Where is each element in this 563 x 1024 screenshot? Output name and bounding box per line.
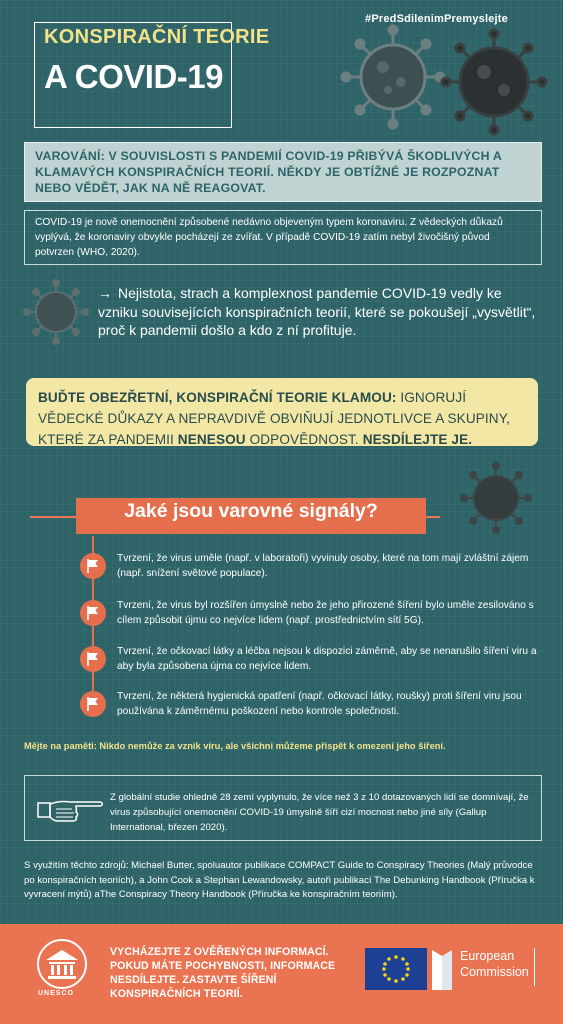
uncertainty-statement [98, 284, 538, 340]
caution-call-to-action: NESDÍLEJTE JE. [362, 432, 473, 447]
caution-body-end: ODPOVĚDNOST. [245, 432, 363, 447]
unesco-label: UNESCO [38, 990, 74, 997]
caution-box [26, 378, 538, 446]
signals-title: Jaké jsou varovné signály? [124, 500, 378, 522]
virus-icon [440, 28, 548, 136]
virus-icon [460, 462, 532, 534]
caution-body: IGNORUJÍ VĚDECKÉ DŮKAZY A NEPRAVDIVĚ OBVIŇUJÍ JEDNOTLIVCE A SKUPINY, KTERÉ ZA PANDEMII [38, 390, 511, 447]
warning-box [24, 142, 542, 202]
ec-building-icon [430, 946, 454, 992]
list-item [80, 598, 540, 638]
remember-note: Mějte na paměti: Nikdo nemůže za vznik viru, ale všichni můžeme přispět k omezení jeho šíření. [24, 741, 446, 751]
caution-text [38, 387, 526, 450]
sources-text: S využitím těchto zdrojů: Michael Butter, spoluautor publikace COMPACT Guide to Conspiracy Theories (Malý průvodce po konspiračních teoriích), a John Cook a Stephan Lewandowsky, autoři publikací The Debunking Handbook (Příručka k vyvracení mýtů) aThe Conspiracy Theory Handbook (Příručka ke konspiračním teoriím). [24, 860, 535, 900]
ec-line1: European [460, 949, 515, 963]
unesco-logo [36, 938, 88, 990]
hashtag: #PredSdilenimPremyslejte [365, 13, 508, 25]
signal-text: Tvrzení, že virus byl rozšířen úmyslně nebo že jeho přirozené šíření bylo uměle zesilováno s cílem způsobit újmu co nejvíce lidem (např. prostřednictvím sítí 5G). [117, 600, 534, 626]
caution-heading: BUĎTE OBEZŘETNÍ, KONSPIRAČNÍ TEORIE KLAMOU: [38, 390, 397, 405]
eu-flag-icon [365, 948, 427, 990]
signal-text: Tvrzení, že virus uměle (např. v laboratoři) vyvinuly osoby, které na tom mají zvláštní zájem (např. snížení světové populace). [117, 553, 529, 579]
info-text: COVID-19 je nově onemocnění způsobené nedávno objeveným typem koronaviru. Z vědeckých důkazů vyplývá, že koronaviry obvykle pocházejí ze zvířat. V případě COVID-19 zatím nebyl živočišný původ potvrzen (WHO, 2020). [35, 217, 503, 258]
list-item [80, 644, 540, 684]
list-item [80, 551, 540, 591]
flag-icon [80, 691, 106, 717]
ec-label [460, 948, 529, 980]
list-item [80, 689, 540, 729]
footer-message: VYCHÁZEJTE Z OVĚŘENÝCH INFORMACÍ. POKUD MÁTE POCHYBNOSTI, INFORMACE NESDÍLEJTE. ZASTAVTE ŠÍŘENÍ KONSPIRAČNÍCH TEORIÍ. [110, 946, 336, 1000]
page-title-line1: KONSPIRAČNÍ TEORIE [44, 26, 270, 48]
warning-text: VAROVÁNÍ: V SOUVISLOSTI S PANDEMIÍ COVID-19 PŘIBÝVÁ ŠKODLIVÝCH A KLAMAVÝCH KONSPIRAČNÍCH TEORIÍ. NĚKDY JE OBTÍŽNÉ JE ROZPOZNAT NEBO VĚDĚT, JAK NA NĚ REAGOVAT. [35, 149, 502, 195]
flag-icon [80, 646, 106, 672]
flag-icon [80, 600, 106, 626]
virus-icon [338, 22, 448, 132]
page-title-line2: A COVID-19 [44, 58, 223, 95]
caution-emphasis: NENESOU [177, 432, 246, 447]
ec-line2: Commission [460, 965, 529, 979]
info-box [24, 210, 542, 265]
study-text: Z globální studie ohledně 28 zemí vyplynulo, že více než 3 z 10 dotazovaných lidí se domnívají, že virus způsobující onemocnění COVID-19 úmyslně šíří cizí mocnost nebo jiné síly (Gallup International, březen 2020). [110, 792, 529, 833]
uncertainty-text: Nejistota, strach a komplexnost pandemie COVID-19 vedly ke vzniku souvisejících konspiračních teorií, které se pokoušejí „vysvětlit“, proč k pandemii došlo a kdo z ní profituje. [98, 285, 536, 338]
ec-divider [534, 948, 535, 986]
arrow-icon: → [98, 285, 112, 301]
pointing-hand-icon [36, 793, 106, 823]
virus-icon [22, 278, 90, 346]
signal-text: Tvrzení, že některá hygienická opatření (např. očkovací látky, roušky) proti šíření viru jsou používána k záměrnému poškození nebo kontrole společnosti. [117, 691, 522, 717]
signal-text: Tvrzení, že očkovací látky a léčba nejsou k dispozici záměrně, aby se nenarušilo šíření viru a aby byla způsobena újma co nejvíce lidem. [117, 646, 537, 672]
flag-icon [80, 553, 106, 579]
